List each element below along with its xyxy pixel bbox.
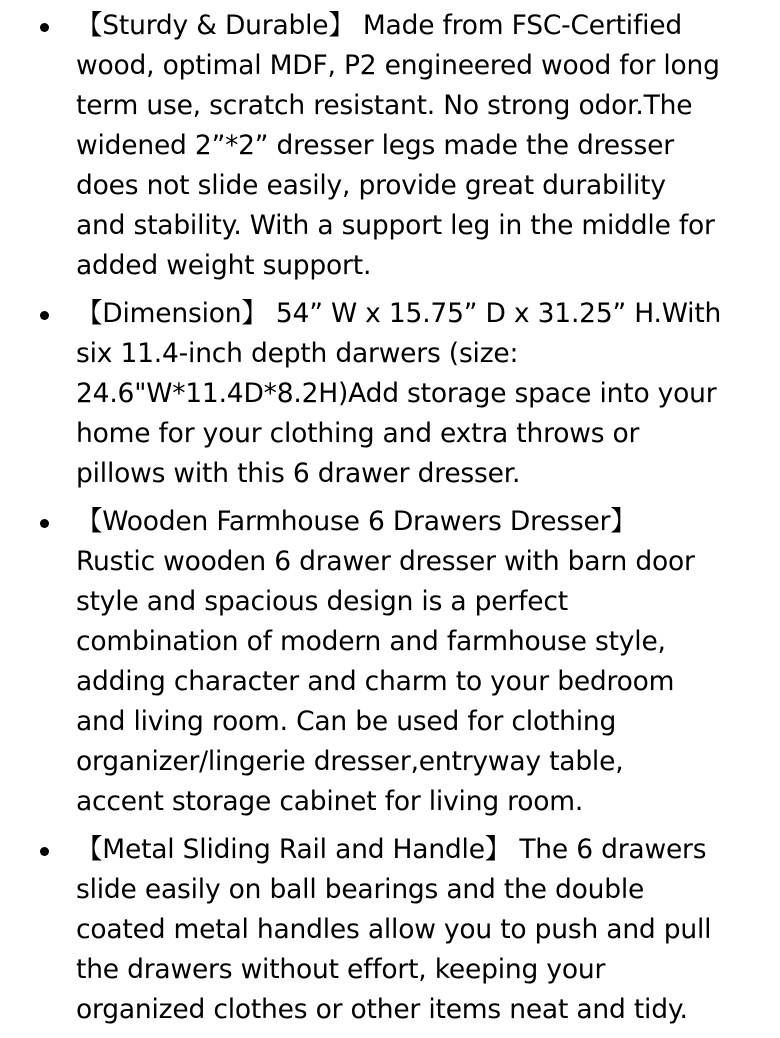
- feature-bullet-list: [0, 6, 780, 1038]
- feature-item-metal-sliding-rail: [0, 830, 780, 1030]
- bullet-dot-icon: [40, 519, 49, 528]
- feature-item-wooden-farmhouse: [0, 502, 780, 822]
- bullet-dot-icon: [40, 311, 49, 320]
- feature-text: 【Wooden Farmhouse 6 Drawers Dresser】 Rustic wooden 6 drawer dresser with barn door style and spacious design is a perfect combination of modern and farmhouse style, adding character and charm to your bedroom and living room. Can be used for clothing organizer/lingerie dresser,entryway table, accent storage cabinet for living room.: [76, 506, 695, 817]
- bullet-dot-icon: [40, 847, 49, 856]
- feature-text: 【Sturdy & Durable】 Made from FSC-Certified wood, optimal MDF, P2 engineered wood for long term use, scratch resistant. No strong odor.The widened 2”*2” dresser legs made the dresser does not slide easily, provide great durability and stability. With a support leg in the middle for added weight support.: [76, 10, 720, 281]
- feature-text: 【Metal Sliding Rail and Handle】 The 6 drawers slide easily on ball bearings and the double coated metal handles allow you to push and pull the drawers without effort, keeping your organized clothes or other items neat and tidy.: [76, 834, 712, 1025]
- feature-item-dimension: [0, 294, 780, 494]
- feature-text: 【Dimension】 54” W x 15.75” D x 31.25” H.With six 11.4-inch depth darwers (size: 24.6"W*11.4D*8.2H)Add storage space into your home for your clothing and extra throws or pillows with this 6 drawer dresser.: [76, 298, 722, 489]
- feature-item-sturdy-durable: [0, 6, 780, 286]
- bullet-dot-icon: [40, 23, 49, 32]
